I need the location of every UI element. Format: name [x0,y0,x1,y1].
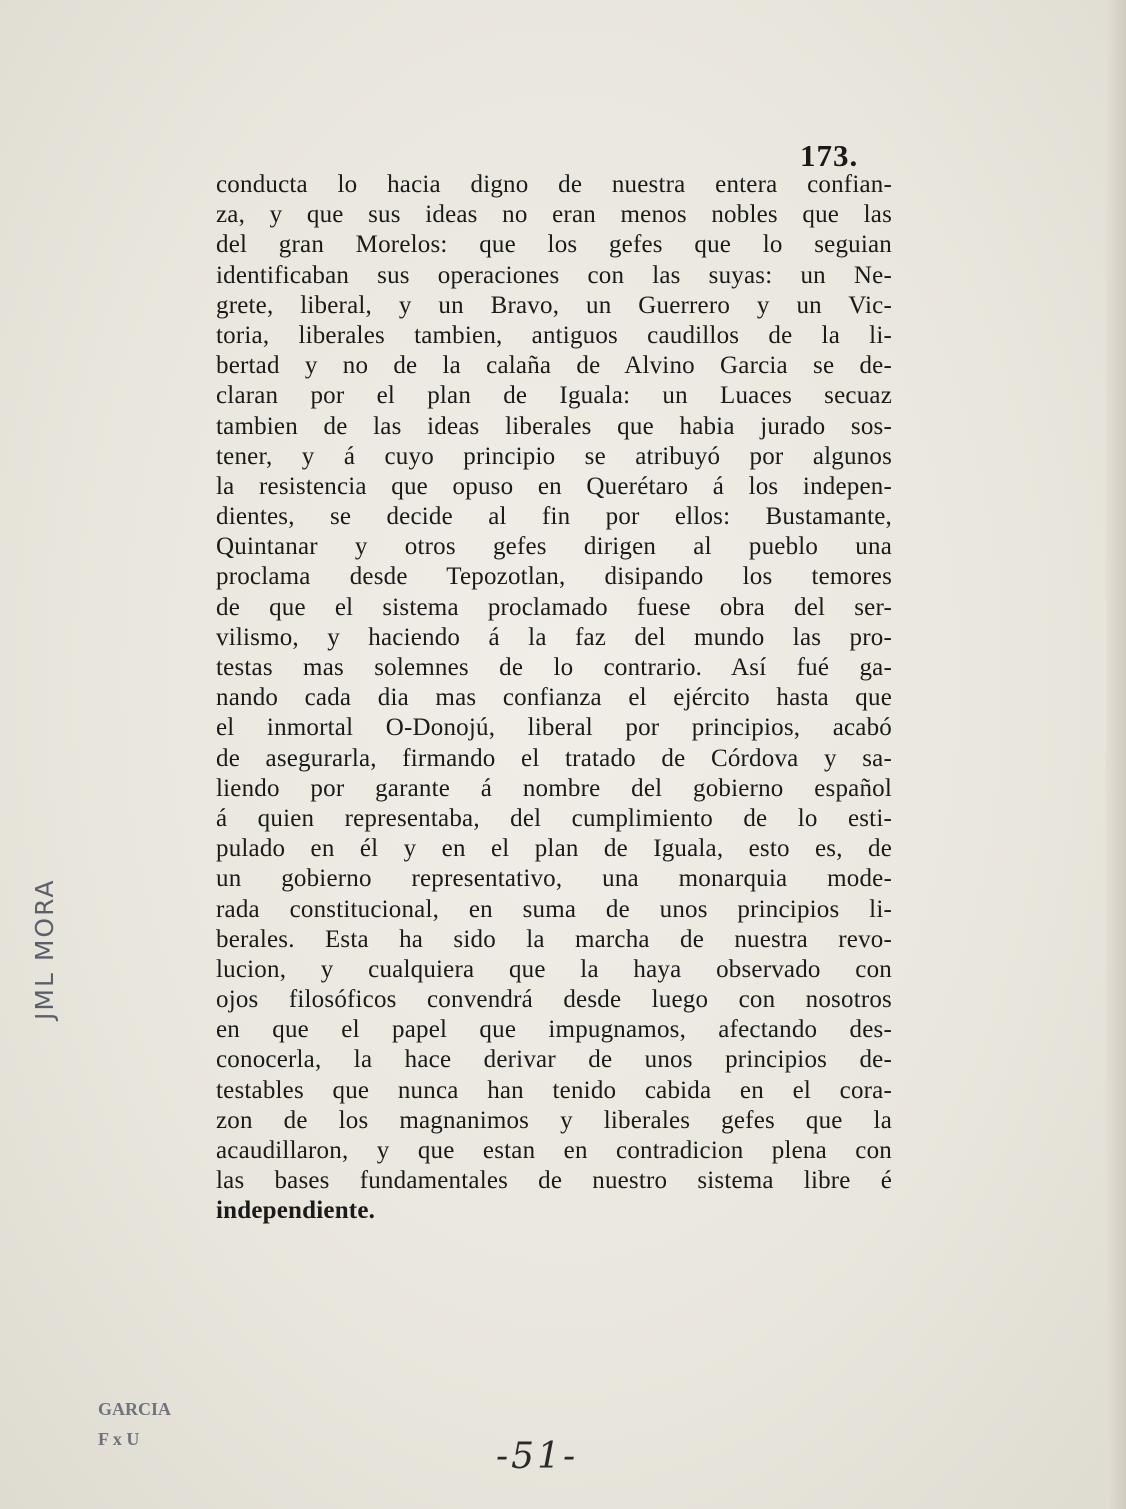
text-line: berales. Esta ha sido la marcha de nuestra revo- [216,925,892,953]
text-line: pulado en él y en el plan de Iguala, esto es, de [216,835,892,863]
page-number: 173. [800,138,859,173]
text-line: proclama desde Tepozotlan, disipando los temores [216,563,892,591]
text-line: el inmortal O-Donojú, liberal por principios, acabó [216,714,892,742]
text-line: identificaban sus operaciones con las suyas: un Ne- [216,261,892,289]
text-line: conducta lo hacia digno de nuestra entera confian- [216,171,892,198]
text-line: liendo por garante á nombre del gobierno español [216,774,892,802]
text-line: nando cada dia mas confianza el ejército hasta que [216,684,892,712]
text-line: de asegurarla, firmando el tratado de Córdova y sa- [216,744,892,772]
text-line: del gran Morelos: que los gefes que lo seguian [216,231,892,259]
text-line: las bases fundamentales de nuestro sistema libre é [216,1167,892,1195]
handwritten-folio-number: -51- [496,1436,579,1477]
text-line: un gobierno representativo, una monarquia mode- [216,865,892,893]
text-line: conocerla, la hace derivar de unos principios de- [216,1046,892,1074]
text-line: claran por el plan de Iguala: un Luaces secuaz [216,382,892,410]
text-line: lucion, y cualquiera que la haya observado con [216,955,892,983]
text-line: la resistencia que opuso en Querétaro á los indepen- [216,472,892,500]
text-line: toria, liberales tambien, antiguos caudillos de la li- [216,321,892,349]
text-line: independiente. [216,1197,376,1225]
text-line: grete, liberal, y un Bravo, un Guerrero y un Vic- [216,291,892,319]
text-line: tener, y á cuyo principio se atribuyó por algunos [216,442,892,470]
garcia-stamp-line2: F x U [98,1429,140,1449]
text-line: de que el sistema proclamado fuese obra del ser- [216,593,892,621]
text-line: testables que nunca han tenido cabida en el cora- [216,1076,892,1104]
text-line: testas mas solemnes de lo contrario. Así fué ga- [216,654,892,681]
text-line: ojos filosóficos convendrá desde luego con nosotros [216,986,892,1014]
page-edge [1106,0,1126,1509]
text-line: vilismo, y haciendo á la faz del mundo las pro- [216,623,892,651]
text-line: rada constitucional, en suma de unos principios li- [216,895,892,923]
garcia-stamp [98,1394,171,1454]
text-line: tambien de las ideas liberales que habia jurado sos- [216,412,892,440]
text-line: dientes, se decide al fin por ellos: Bustamante, [216,503,892,531]
text-line: za, y que sus ideas no eran menos nobles que las [216,201,892,229]
text-line: acaudillaron, y que estan en contradicion plena con [216,1137,892,1164]
body-text [216,170,892,1227]
garcia-stamp-line1: GARCIA [98,1399,172,1419]
text-line: Quintanar y otros gefes dirigen al pueblo una [216,533,892,561]
text-line: en que el papel que impugnamos, afectando des- [216,1016,892,1044]
text-line: á quien representaba, del cumplimiento de lo esti- [216,804,892,832]
text-line: zon de los magnanimos y liberales gefes que la [216,1106,892,1134]
library-stamp: JML MORA [30,878,59,1020]
text-line: bertad y no de la calaña de Alvino Garcia se de- [216,352,892,380]
